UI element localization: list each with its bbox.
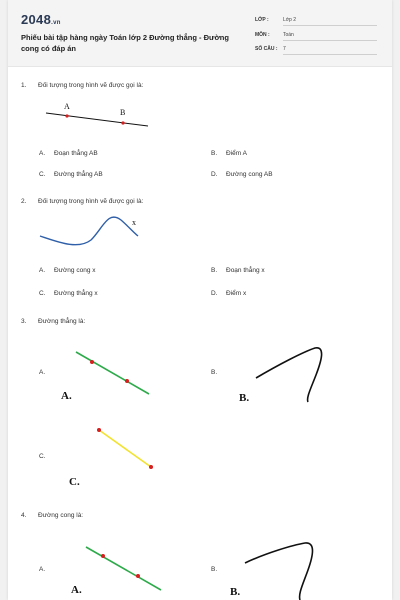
meta-value-count: 7 [283,46,377,55]
q4a-point-2 [136,574,140,578]
meta-label-count: SỐ CÂU : [255,46,278,52]
point-a-label: A [64,102,70,111]
q1-option-a-letter[interactable]: A. [39,150,46,157]
q3-option-a-letter[interactable]: A. [39,369,46,376]
meta-label-subject: MÔN : [255,32,270,38]
q4-option-b-letter[interactable]: B. [211,566,218,573]
q3-option-b-letter[interactable]: B. [211,369,218,376]
q1-option-d-text[interactable]: Đường cong AB [226,171,273,178]
q2-option-a-text[interactable]: Đường cong x [54,267,96,274]
q4b-curve [245,543,313,600]
q2-option-b-text[interactable]: Đoạn thẳng x [226,267,265,274]
question-4-figures [8,0,392,600]
q2-option-d-letter[interactable]: D. [211,290,218,297]
question-1-prompt: Đối tượng trong hình vẽ được gọi là: [38,82,144,89]
q1-option-d-letter[interactable]: D. [211,171,218,178]
question-2-prompt: Đối tượng trong hình vẽ được gọi là: [38,198,144,205]
q2-option-a-letter[interactable]: A. [39,267,46,274]
q3c-image-caption: C. [69,476,80,488]
meta-label-class: LỚP : [255,17,269,23]
point-b-label: B [120,108,126,117]
q4a-image-caption: A. [71,584,82,596]
q2-option-d-text[interactable]: Điểm x [226,290,247,297]
question-4-number: 4. [21,512,27,519]
q3a-image-caption: A. [61,390,72,402]
q3-option-c-letter[interactable]: C. [39,453,46,460]
q3b-image-caption: B. [239,392,250,404]
worksheet-title: Phiếu bài tập hàng ngày Toán lớp 2 Đường thẳng - Đường cong có đáp án [21,33,229,53]
q4a-point-1 [101,554,105,558]
meta-value-subject: Toán [283,32,377,41]
curve-x-label: x [132,218,136,227]
q1-option-b-text[interactable]: Điểm A [226,150,247,157]
q1-option-a-text[interactable]: Đoạn thẳng AB [54,150,98,157]
question-2-number: 2. [21,198,27,205]
question-1-number: 1. [21,82,27,89]
q1-option-b-letter[interactable]: B. [211,150,218,157]
meta-value-class: Lớp 2 [283,17,377,26]
q1-option-c-text[interactable]: Đường thẳng AB [54,171,103,178]
q2-option-c-letter[interactable]: C. [39,290,46,297]
q4b-image-caption: B. [230,586,241,598]
q4a-green-line [86,547,161,590]
q1-option-c-letter[interactable]: C. [39,171,46,178]
q2-option-b-letter[interactable]: B. [211,267,218,274]
logo-text: 2048 [21,12,52,27]
question-4-prompt: Đường cong là: [38,512,84,519]
logo-suffix: .vn [51,20,61,26]
question-3-prompt: Đường thẳng là: [38,318,86,325]
worksheet-page [8,0,392,600]
q2-option-c-text[interactable]: Đường thẳng x [54,290,98,297]
q4-option-a-letter[interactable]: A. [39,566,46,573]
question-3-number: 3. [21,318,27,325]
